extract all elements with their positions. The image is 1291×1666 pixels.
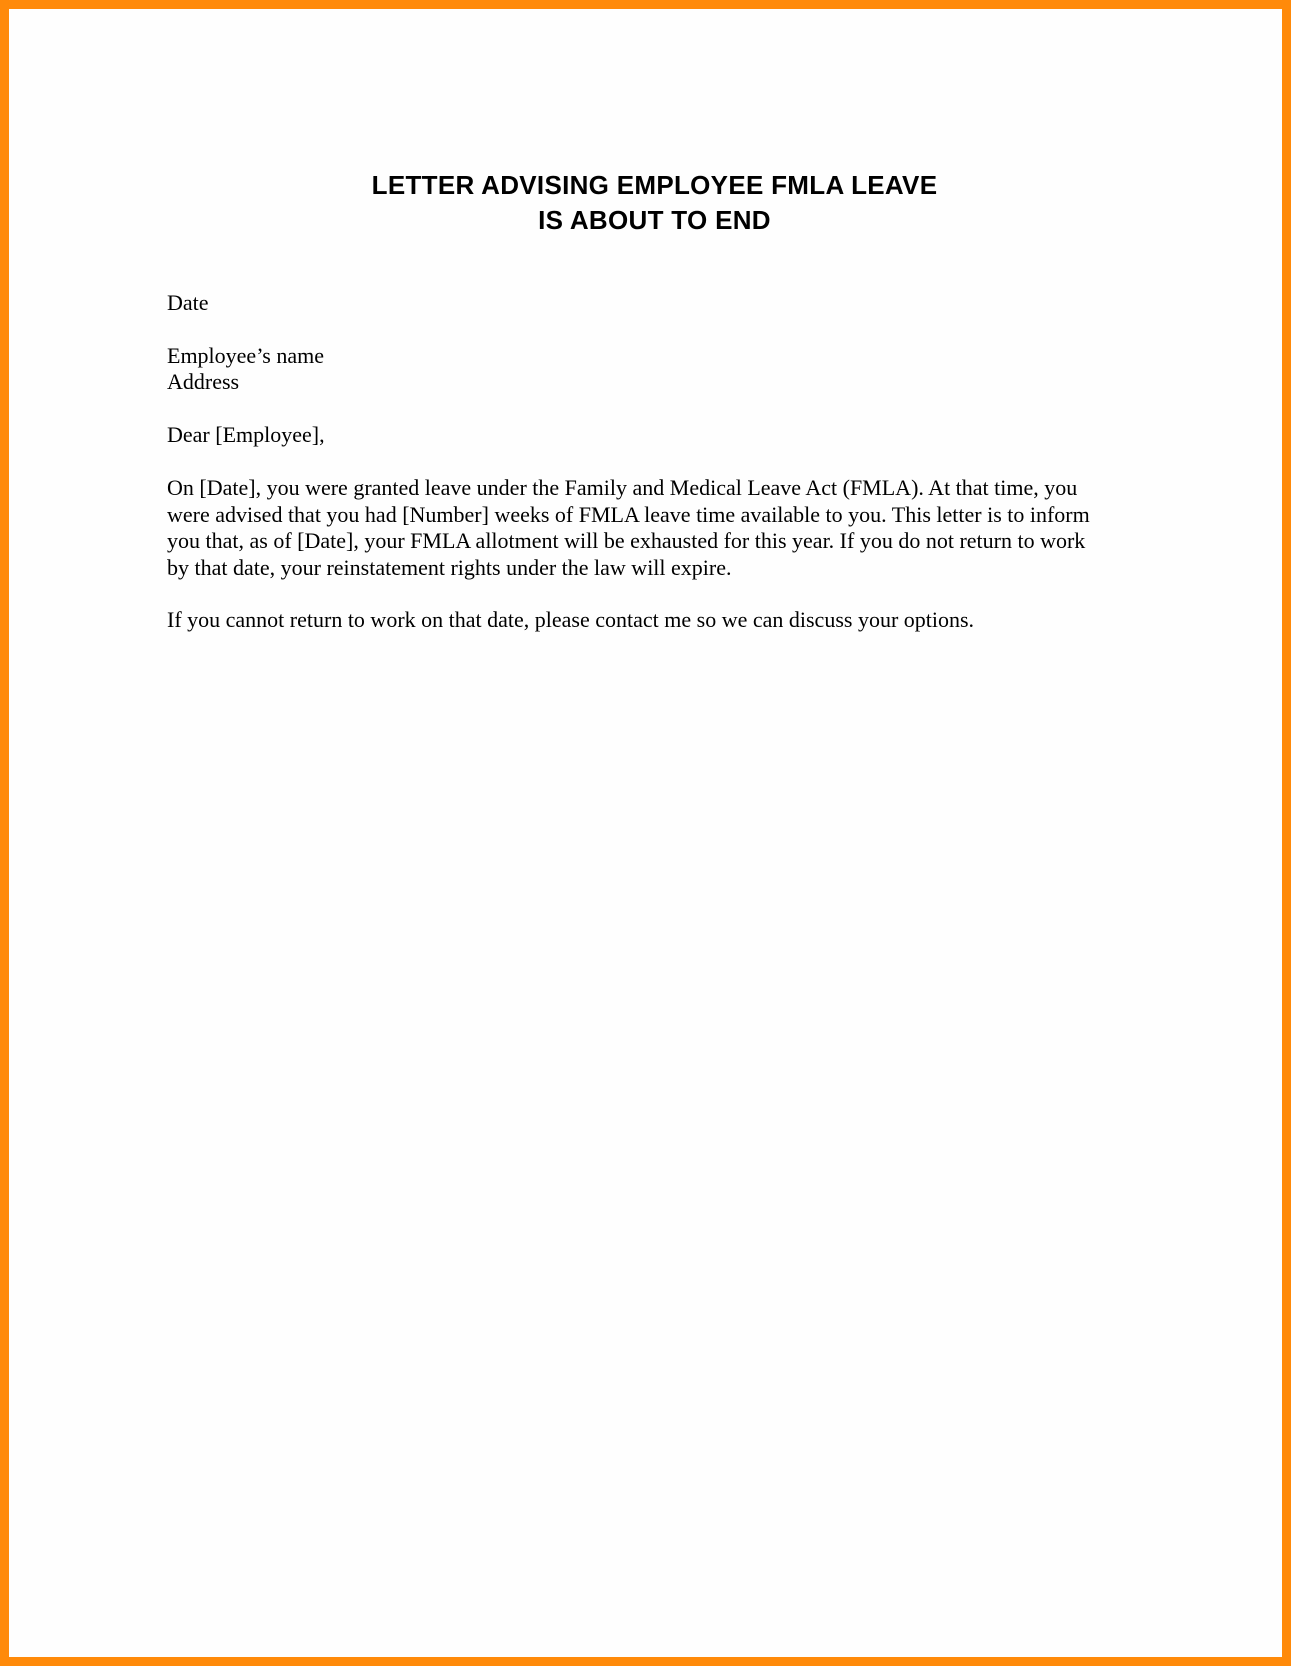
- employee-name-placeholder: Employee’s name: [167, 343, 325, 368]
- body-paragraph-1: [167, 475, 1090, 581]
- paragraph-1-line: On [Date], you were granted leave under the Family and Medical Leave Act (FMLA). At that time, you: [167, 475, 1078, 500]
- address-placeholder: Address: [167, 369, 240, 394]
- paragraph-1-line: by that date, your reinstatement rights under the law will expire.: [167, 554, 732, 580]
- salutation: Dear [Employee],: [167, 422, 325, 447]
- body-paragraph-2: If you cannot return to work on that date, please contact me so we can discuss your options.: [167, 607, 975, 632]
- date-placeholder: Date: [167, 290, 209, 315]
- paragraph-1-line: you that, as of [Date], your FMLA allotment will be exhausted for this year. If you do not return to work: [167, 528, 1086, 553]
- letter-title-line-2: IS ABOUT TO END: [538, 205, 771, 235]
- paragraph-1-line: were advised that you had [Number] weeks of FMLA leave time available to you. This letter is to inform: [167, 501, 1090, 527]
- letter-title-line-1: LETTER ADVISING EMPLOYEE FMLA LEAVE: [371, 170, 938, 200]
